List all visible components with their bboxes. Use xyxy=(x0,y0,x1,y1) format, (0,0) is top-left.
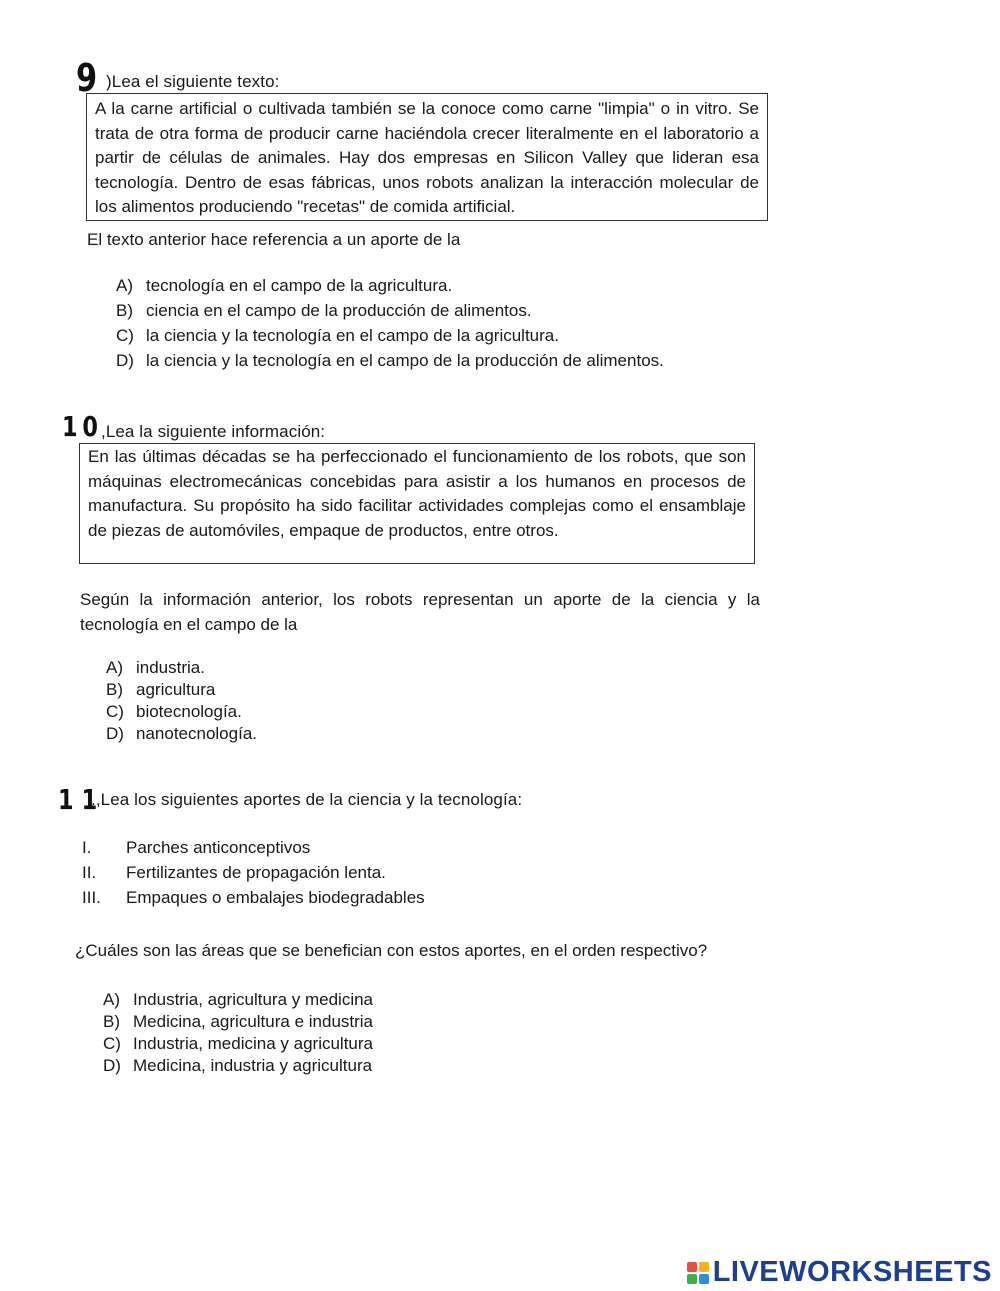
question-11-items xyxy=(76,838,576,913)
list-item xyxy=(76,863,576,888)
logo-tile xyxy=(699,1274,709,1284)
question-10-passage: En las últimas décadas se ha perfeccionado el funcionamiento de los robots, que son máquinas electromecánicas concebidas para asistir a los humanos en procesos de manufactura. Su propósito ha sido facilitar actividades complejas como el ensamblaje de piezas de automóviles, empaque de productos, entre otros. xyxy=(88,447,746,540)
item-text: Empaques o embalajes biodegradables xyxy=(126,888,425,907)
option-text: tecnología en el campo de la agricultura. xyxy=(146,276,453,295)
option-d[interactable] xyxy=(116,351,756,376)
question-9-passage-box xyxy=(86,93,768,221)
option-letter: D) xyxy=(116,351,134,370)
option-letter: C) xyxy=(106,702,124,721)
question-11-options xyxy=(103,990,503,1078)
option-letter: C) xyxy=(103,1034,121,1053)
logo-tiles-icon xyxy=(687,1262,709,1284)
option-text: Industria, medicina y agricultura xyxy=(133,1034,374,1053)
option-letter: D) xyxy=(106,724,124,743)
logo-tile xyxy=(687,1262,697,1272)
option-text: la ciencia y la tecnología en el campo de la agricultura. xyxy=(146,326,559,345)
question-10-prompt: ,Lea la siguiente información: xyxy=(101,422,326,441)
option-text: nanotecnología. xyxy=(136,724,257,743)
question-10-text: Según la información anterior, los robots representan un aporte de la ciencia y la tecnología en el campo de la xyxy=(80,590,760,634)
option-b[interactable] xyxy=(116,301,756,326)
question-10-number: 10 xyxy=(62,410,103,443)
option-letter: D) xyxy=(103,1056,121,1075)
option-text: Industria, agricultura y medicina xyxy=(133,990,374,1009)
item-text: Parches anticonceptivos xyxy=(126,838,311,857)
option-text: industria. xyxy=(136,658,205,677)
list-item xyxy=(76,838,576,863)
option-letter: A) xyxy=(103,990,120,1009)
option-letter: A) xyxy=(116,276,133,295)
option-c[interactable] xyxy=(103,1034,503,1056)
question-10-passage-box xyxy=(79,443,755,564)
option-letter: B) xyxy=(106,680,123,699)
list-item xyxy=(76,888,576,913)
logo-tile xyxy=(687,1274,697,1284)
question-9-options xyxy=(116,276,756,376)
option-d[interactable] xyxy=(106,724,506,746)
option-letter: B) xyxy=(116,301,133,320)
option-text: la ciencia y la tecnología en el campo de la producción de alimentos. xyxy=(146,351,664,370)
question-11-prompt: .,Lea los siguientes aportes de la ciencia y la tecnología: xyxy=(91,790,523,809)
question-11-number: 11 xyxy=(58,783,106,816)
option-text: biotecnología. xyxy=(136,702,242,721)
question-11-text: ¿Cuáles son las áreas que se benefician con estos aportes, en el orden respectivo? xyxy=(75,941,708,960)
question-9-text: El texto anterior hace referencia a un aporte de la xyxy=(87,230,461,249)
option-text: Medicina, industria y agricultura xyxy=(133,1056,373,1075)
item-numeral: III. xyxy=(82,888,101,907)
question-9-number: 9 xyxy=(76,56,98,100)
option-d[interactable] xyxy=(103,1056,503,1078)
item-numeral: II. xyxy=(82,863,97,882)
question-9-prompt: )Lea el siguiente texto: xyxy=(106,72,280,91)
option-b[interactable] xyxy=(103,1012,503,1034)
option-letter: C) xyxy=(116,326,134,345)
option-text: ciencia en el campo de la producción de alimentos. xyxy=(146,301,532,320)
option-c[interactable] xyxy=(106,702,506,724)
option-a[interactable] xyxy=(116,276,756,301)
option-text: agricultura xyxy=(136,680,216,699)
option-b[interactable] xyxy=(106,680,506,702)
item-text: Fertilizantes de propagación lenta. xyxy=(126,863,386,882)
option-text: Medicina, agricultura e industria xyxy=(133,1012,374,1031)
option-a[interactable] xyxy=(106,658,506,680)
option-c[interactable] xyxy=(116,326,756,351)
logo-tile xyxy=(699,1262,709,1272)
option-letter: A) xyxy=(106,658,123,677)
question-9-passage: A la carne artificial o cultivada también se la conoce como carne "limpia" o in vitro. Se trata de otra forma de producir carne haciéndola crecer literalmente en el laboratorio a partir de células de animales. Hay dos empresas en Silicon Valley que lideran esa tecnología. Dentro de esas fábricas, unos robots analizan la interacción molecular de los alimentos produciendo "recetas" de comida artificial. xyxy=(95,99,759,217)
option-letter: B) xyxy=(103,1012,120,1031)
question-10-options xyxy=(106,658,506,746)
option-a[interactable] xyxy=(103,990,503,1012)
item-numeral: I. xyxy=(82,838,92,857)
logo-text: LIVEWORKSHEETS xyxy=(712,1256,992,1288)
liveworksheets-logo[interactable] xyxy=(687,1256,992,1289)
